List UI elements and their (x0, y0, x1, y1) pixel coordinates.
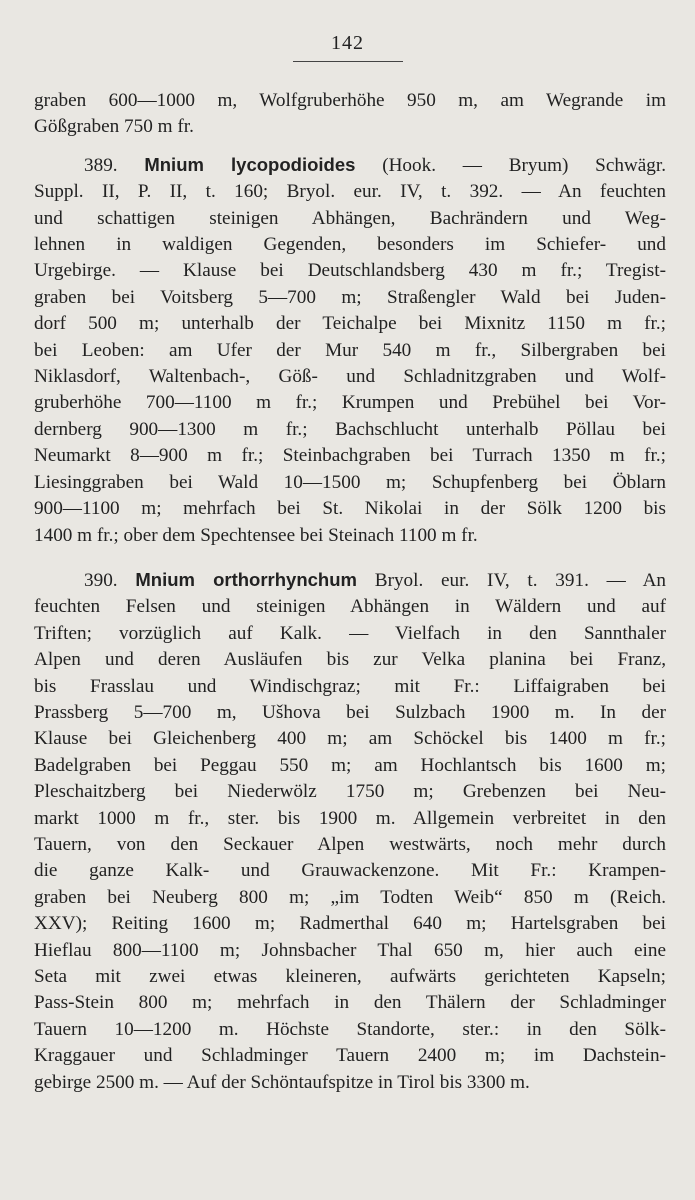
text-line: und schattigen steinigen Abhängen, Bachrändern und Weg- (34, 207, 666, 229)
text-line: markt 1000 m fr., ster. bis 1900 m. Allgemein verbreitet in den (34, 807, 666, 829)
text-line: Pleschaitzberg bei Niederwölz 1750 m; Grebenzen bei Neu- (34, 781, 666, 803)
text-body (34, 88, 666, 1096)
text-line: Tauern, von den Seckauer Alpen westwärts, noch mehr durch (34, 833, 666, 855)
text-line: bis Frasslau und Windischgraz; mit Fr.: Liffaigraben bei (34, 675, 666, 697)
text-line: Triften; vorzüglich auf Kalk. — Vielfach in den Sannthaler (34, 622, 666, 644)
text-line: Kraggauer und Schladminger Tauern 2400 m; im Dachstein- (34, 1045, 666, 1067)
entry-number: 390. (84, 569, 118, 591)
text-line: Pass-Stein 800 m; mehrfach in den Thälern der Schladminger (34, 992, 666, 1014)
text-line: Niklasdorf, Waltenbach-, Göß- und Schladnitzgraben und Wolf- (34, 366, 666, 388)
text-line: Seta mit zwei etwas kleineren, aufwärts gerichteten Kapseln; (34, 966, 666, 987)
species-name: Mnium orthorrhynchum (135, 568, 357, 590)
entry-heading-rest: Bryol. eur. IV, t. 391. — An (374, 569, 667, 591)
text-line: Neumarkt 8—900 m fr.; Steinbachgraben bei Turrach 1350 m fr.; (34, 445, 666, 467)
entry-heading-line (34, 567, 666, 594)
text-line: dorf 500 m; unterhalb der Teichalpe bei Mixnitz 1150 m fr.; (34, 313, 666, 335)
text-line: Prassberg 5—700 m, Ušhova bei Sulzbach 1900 m. In der (34, 701, 666, 723)
entry-heading-line (34, 152, 666, 179)
text-line: bei Leoben: am Ufer der Mur 540 m fr., Silbergraben bei (34, 339, 666, 361)
species-name: Mnium lycopodioides (144, 153, 356, 175)
text-line: Alpen und deren Ausläufen bis zur Velka planina bei Franz, (34, 649, 666, 671)
text-line: die ganze Kalk- und Grauwackenzone. Mit Fr.: Krampen- (34, 860, 666, 882)
text-line: gruberhöhe 700—1100 m fr.; Krumpen und Prebühel bei Vor- (34, 392, 666, 414)
header-rule (293, 61, 403, 62)
text-line: dernberg 900—1300 m fr.; Bachschlucht unterhalb Pöllau bei (34, 418, 666, 440)
text-line: Suppl. II, P. II, t. 160; Bryol. eur. IV, t. 392. — An feuchten (34, 181, 666, 203)
text-line: Tauern 10—1200 m. Höchste Standorte, ster.: in den Sölk- (34, 1018, 666, 1040)
entry-heading-rest: (Hook. — Bryum) Schwägr. (382, 154, 667, 176)
page-number: 142 (331, 32, 364, 54)
text-line: graben bei Neuberg 800 m; „im Todten Weib“ 850 m (Reich. (34, 886, 666, 908)
text-line: Gößgraben 750 m fr. (34, 116, 194, 138)
text-line: graben 600—1000 m, Wolfgruberhöhe 950 m, am Wegrande im (34, 90, 666, 111)
text-line: Urgebirge. — Klause bei Deutschlandsberg 430 m fr.; Tregist- (34, 260, 666, 282)
text-line: Badelgraben bei Peggau 550 m; am Hochlantsch bis 1600 m; (34, 754, 666, 776)
text-line: 900—1100 m; mehrfach bei St. Nikolai in der Sölk 1200 bis (34, 498, 666, 520)
text-line: Hieflau 800—1100 m; Johnsbacher Thal 650 m, hier auch eine (34, 939, 666, 961)
text-line: Klause bei Gleichenberg 400 m; am Schöckel bis 1400 m fr.; (34, 728, 666, 750)
text-line: 1400 m fr.; ober dem Spechtensee bei Steinach 1100 m fr. (34, 524, 478, 546)
text-line: graben bei Voitsberg 5—700 m; Straßengler Wald bei Juden- (34, 286, 666, 308)
text-line: XXV); Reiting 1600 m; Radmerthal 640 m; Hartelsgraben bei (34, 913, 666, 935)
text-line: Liesinggraben bei Wald 10—1500 m; Schupfenberg bei Öblarn (34, 471, 666, 493)
entry-390 (34, 567, 666, 1096)
entry-number: 389. (84, 154, 118, 176)
text-line: lehnen in waldigen Gegenden, besonders im Schiefer- und (34, 234, 666, 256)
entry-389 (34, 152, 666, 549)
continuation-paragraph (34, 88, 666, 141)
text-line: feuchten Felsen und steinigen Abhängen in Wäldern und auf (34, 596, 666, 618)
text-line: gebirge 2500 m. — Auf der Schöntaufspitze in Tirol bis 3300 m. (34, 1071, 530, 1093)
